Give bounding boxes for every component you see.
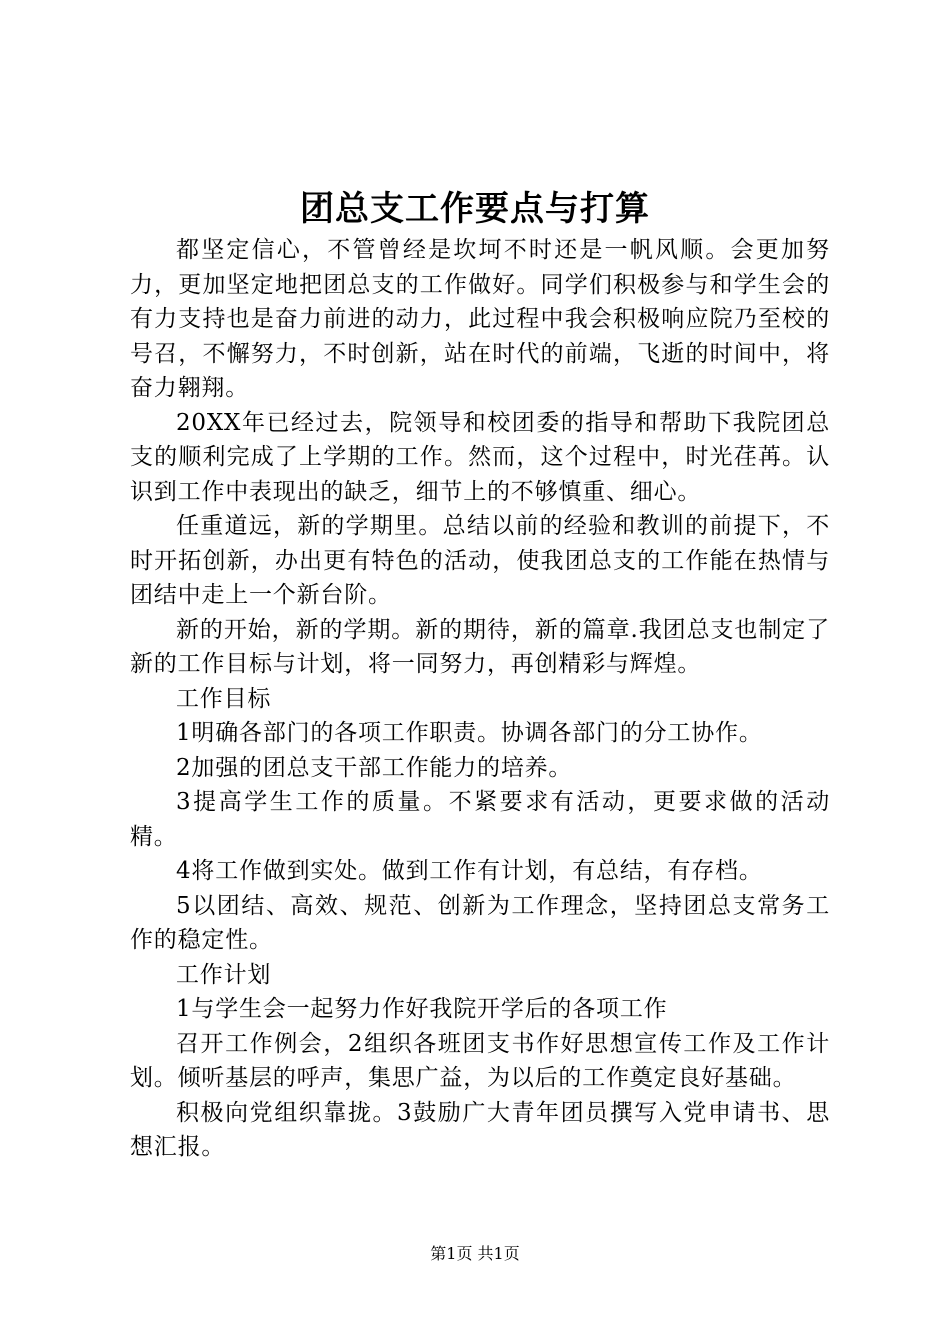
- goal-item: 2加强的团总支干部工作能力的培养。: [176, 754, 573, 781]
- section-heading-plan: 工作计划: [176, 961, 272, 988]
- goal-item: 1明确各部门的各项工作职责。协调各部门的分工协作。: [176, 720, 763, 746]
- goal-item: 3提高学生工作的质量。不紧要求有活动，更要求做的活动精。: [130, 789, 830, 850]
- page-footer: 第1页 共1页: [430, 1244, 520, 1263]
- plan-item: 1与学生会一起努力作好我院开学后的各项工作: [176, 996, 668, 1022]
- document-body: [130, 233, 830, 1165]
- paragraph: 任重道远，新的学期里。总结以前的经验和教训的前提下，不时开拓创新，办出更有特色的活动，使我团总支的工作能在热情与团结中走上一个新台阶。: [130, 513, 830, 608]
- plan-item: 召开工作例会，2组织各班团支书作好思想宣传工作及工作计划。倾听基层的呼声，集思广益，为以后的工作奠定良好基础。: [130, 1030, 830, 1091]
- goal-item: 5以团结、高效、规范、创新为工作理念，坚持团总支常务工作的稳定性。: [130, 892, 830, 953]
- paragraph: 都坚定信心，不管曾经是坎坷不时还是一帆风顺。会更加努力，更加坚定地把团总支的工作做好。同学们积极参与和学生会的有力支持也是奋力前进的动力，此过程中我会积极响应院乃至校的号召，不懈努力，不时创新，站在时代的前端，飞逝的时间中，将奋力翱翔。: [130, 237, 830, 401]
- goal-item: 4将工作做到实处。做到工作有计划，有总结，有存档。: [176, 858, 763, 884]
- plan-item: 积极向党组织靠拢。3鼓励广大青年团员撰写入党申请书、思想汇报。: [130, 1099, 830, 1160]
- paragraph: 新的开始，新的学期。新的期待，新的篇章.我团总支也制定了新的工作目标与计划，将一同努力，再创精彩与辉煌。: [130, 616, 830, 677]
- document-title: 团总支工作要点与打算: [300, 189, 650, 229]
- paragraph: 20XX年已经过去，院领导和校团委的指导和帮助下我院团总支的顺利完成了上学期的工作。然而，这个过程中，时光荏苒。认识到工作中表现出的缺乏，细节上的不够慎重、细心。: [130, 409, 830, 505]
- section-heading-goals: 工作目标: [176, 685, 272, 712]
